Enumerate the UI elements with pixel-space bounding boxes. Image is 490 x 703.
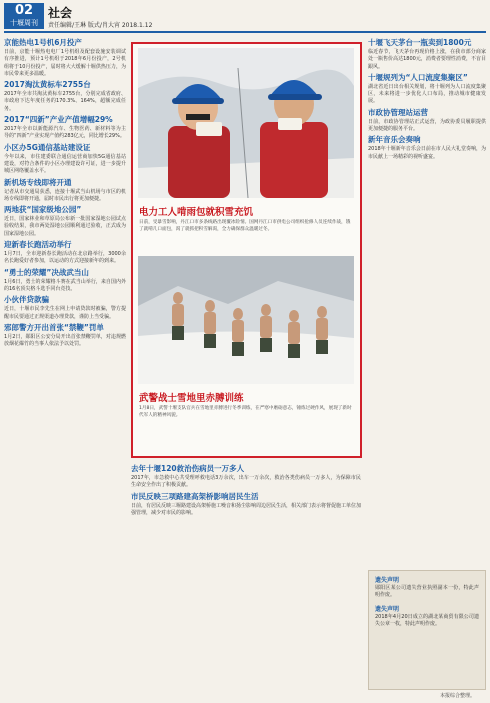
news-headline: 2017淘汰黄标车2755台 — [4, 80, 91, 90]
news-item — [368, 108, 486, 134]
news-headline: 2017“四新”产业产值增幅29% — [4, 115, 113, 125]
photo2-text: 1月8日，武警十堰支队官兵在雪地里赤膊进行冬季训练，在严寒中磨砺意志，锤炼过硬作风，展现了新时代军人的精神风貌。 — [139, 406, 352, 418]
news-headline: 京能热电1号机6月投产 — [4, 38, 82, 47]
news-item — [131, 464, 361, 490]
news-body: 近日，十堰市民李先生在网上申请贷款时被骗，警方提醒市民要通过正规渠道办理贷款，谨防上当受骗。 — [4, 306, 126, 320]
news-body: 2017年全市共淘汰黄标车2755台，分别完成省政府、市政府下达年度任务的170.3%、164%，超额完成任务。 — [4, 91, 126, 112]
news-body: 1月2日，郧阳区公安分局开出首张禁鞭罚单，对违规燃放烟花爆竹的当事人依法予以处罚。 — [4, 333, 126, 348]
news-item — [4, 268, 126, 294]
photo-soldiers-training — [138, 256, 354, 384]
section-title: 社会 — [48, 6, 73, 20]
news-headline: 去年十堰120救治伤病员一万多人 — [131, 464, 245, 473]
page-header — [0, 0, 490, 32]
news-item — [368, 73, 486, 106]
news-body: 记者从市交通局获悉，连接十堰武当山机场与市区的机场专线即将开通，届时市民出行将更加便捷。 — [4, 188, 126, 202]
news-item — [4, 178, 126, 204]
news-item — [4, 38, 126, 78]
news-headline: 小伙伴贷款骗 — [4, 295, 49, 305]
page-footer: 本报综合整理。 — [440, 693, 476, 699]
news-item — [368, 38, 486, 71]
news-headline: 市民反映三项路建高架桥影响居民生活 — [131, 491, 259, 501]
news-headline: 十堰规列为“人口流度集聚区” — [368, 72, 468, 82]
photo1-headline: 电力工人啃雨包就积雪充饥 — [139, 207, 254, 218]
photo-feature-box — [131, 42, 362, 458]
news-item — [4, 295, 126, 321]
news-headline: 小区办5G通信基站建设证 — [4, 142, 91, 152]
photo-workers-eating-bread — [138, 48, 354, 198]
news-item — [4, 115, 126, 141]
notice-title: 遗失声明 — [375, 605, 400, 613]
edition-logo — [4, 3, 44, 29]
news-headline: 十堰飞天茅台一瓶卖到1800元 — [368, 38, 472, 47]
news-body: 日前，市政协管理站正式运营，为政协委员履职提供更加便捷的服务平台。 — [368, 118, 486, 133]
photo-workers-illustration — [138, 48, 354, 198]
news-body: 今年以来，市住建委联合通信运营商加快5G通信基站建设，对符合条件的小区办理建设许可证，进一步提升城区网络覆盖水平。 — [4, 153, 126, 175]
news-headline: 新年音乐会奏响 — [368, 135, 421, 145]
news-body: 临近春节，飞天茅台再现价格上涨，在我市部分商家处一瓶售价高达1800元，消费者要理性消费，不盲目跟风。 — [368, 49, 486, 70]
news-item — [368, 135, 486, 161]
news-headline: “勇士的荣耀”决战武当山 — [4, 267, 89, 277]
news-item — [4, 143, 126, 176]
news-body: 2017年全市以新能源汽车、生物医药、新材料等为主导的“四新”产业实现产值约283亿元，同比增长29%。 — [4, 126, 126, 140]
notice-box — [368, 570, 486, 690]
news-body: 日前，有居民反映三堰路建设高架桥施工噪音和扬尘影响周边居民生活，相关部门表示将督促施工单位加强管理，减少对市民的影响。 — [131, 502, 362, 516]
news-body: 2018年十堰新年音乐会日前在市人民大礼堂奏响，为市民献上一场精彩的视听盛宴。 — [368, 146, 486, 160]
news-item — [4, 80, 126, 113]
news-item — [4, 240, 126, 266]
photo1-text: 日前，受暴雪影响，丹江口市多条线路出现覆冰险情。国网丹江口市供电公司组织抢修人员连续作战，饿了就啃几口面包，渴了就抓把积雪解渴，全力确保群众温暖过冬。 — [139, 220, 351, 232]
news-body: 1月6日，勇士的荣耀格斗赛在武当山举行，来自国内外的16名顶尖格斗选手同台竞技。 — [4, 278, 126, 292]
news-item — [131, 492, 361, 518]
middle-column — [131, 462, 361, 517]
edition-name: 十堰周刊 — [10, 19, 38, 27]
news-headline: 市政协管理站运营 — [368, 107, 428, 117]
news-body: 近日，国家林业和草原局公布新一批国家湿地公园试点验收结果，我市两处湿地公园顺利通过验收，正式成为国家湿地公园。 — [4, 216, 126, 237]
news-headline: 邪郎警方开出首张“禁鞭”罚单 — [4, 322, 104, 332]
photo2-headline: 武警战士雪地里赤膊训练 — [139, 393, 244, 404]
news-headline: 新机场专线即将开通 — [4, 177, 72, 187]
notice-text: 郧阳区某公司遗失营业执照副本一份，特此声明作废。 — [375, 585, 479, 599]
header-rule — [4, 31, 486, 33]
news-item — [4, 323, 126, 349]
right-column — [368, 36, 486, 161]
notice-title: 遗失声明 — [375, 577, 400, 584]
news-body: 1月7日，全市迎新春长跑活动在北京路举行，3000余名长跑爱好者参加，以运动的方式迎接新年的到来。 — [4, 251, 126, 265]
photo-soldiers-illustration — [138, 256, 354, 384]
left-column — [4, 36, 126, 348]
news-headline: 两地获“国家级地公园” — [4, 205, 82, 215]
news-item — [4, 205, 126, 238]
notice-text: 2018年4月20日成立的湖北某商贸有限公司遗失公章一枚，特此声明作废。 — [375, 613, 479, 627]
page-credit: 责任编辑/王琳 版式/肖大宵 2018.1.12 — [48, 22, 153, 29]
news-headline: 迎新春长跑活动举行 — [4, 240, 72, 250]
news-body: 日前，京能十堰热电电厂1号机组及配套设施安装调试有序推进，预计1号机组于2018年6月份投产，2号机组将于10月份投产，届时将大大缓解十堰供热压力，为市民带来更多温暖。 — [4, 49, 126, 77]
news-body: 2017年，市急救中心共受理呼救电话3万余次，出车一万余次，救治各类伤病员一万多人，为保障市民生命安全作出了积极贡献。 — [131, 475, 361, 489]
page-number: 02 — [14, 3, 34, 18]
news-body: 湖北省近日出台相关规划，将十堰列为人口流度集聚区，未来将进一步优化人口布局，推动城市健康发展。 — [368, 83, 486, 105]
